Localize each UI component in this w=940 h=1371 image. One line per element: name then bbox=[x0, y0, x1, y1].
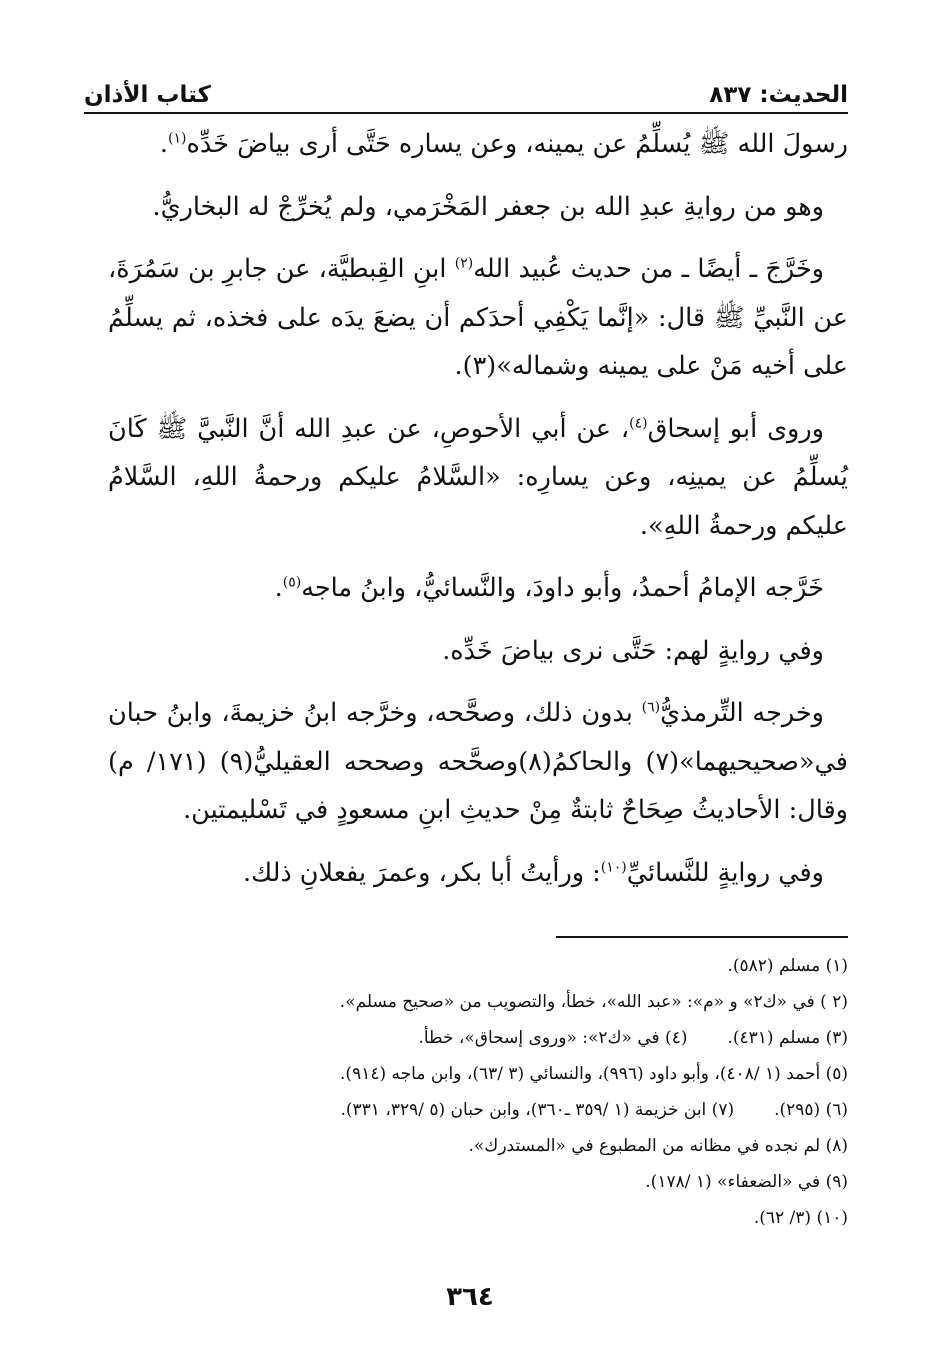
footnotes bbox=[108, 948, 848, 1236]
footnote: (٨) لم نجده في مظانه من المطبوع في «المستدرك». bbox=[468, 1136, 848, 1156]
footnote-ref: (٥) bbox=[282, 574, 302, 591]
paragraph: وخرجه التِّرمذيُّ$^{(٦)}$ بدون ذلك، وصحَّحه، وخرَّجه ابنُ خزيمةَ، وابنُ حبان في«صحيحيهما»(٧) والحاكمُ(٨)وصحَّحه وصححه العقيليُّ(٩) (١٧١/ م) وقال: الأحاديثُ صِحَاحٌ ثابتةٌ مِنْ حديثِ ابنِ مسعودٍ في تَسْليمتين. bbox=[108, 698, 848, 825]
footnote: (٥) أحمد (١ /٤٠٨)، وأبو داود (٩٩٦)، والنسائي (٣ /٦٣)، وابن ماجه (٩١٤). bbox=[340, 1064, 848, 1084]
footnote: (٣) مسلم (٤٣١).(٤) في «ك٢»: «وروى إسحاق»، خطأ. bbox=[418, 1028, 848, 1048]
footnote-ref: (١) bbox=[168, 130, 187, 147]
book-title-header: كتاب الأذان bbox=[84, 82, 211, 108]
paragraph: وفي روايةٍ للنَّسائيِّ$^{(١٠)}$: ورأيتُ أبا بكر، وعمرَ يفعلانِ ذلك. bbox=[242, 857, 824, 888]
footnote: (٦) (٢٩٥).(٧) ابن خزيمة (١ /٣٥٩ ـ٣٦٠)، وابن حبان (٥ /٣٢٩، ٣٣١). bbox=[340, 1100, 848, 1120]
paragraph: وهو من روايةِ عبدِ الله بن جعفر المَخْرَمي، ولم يُخرِّجْ له البخاريُّ. bbox=[152, 191, 824, 222]
paragraph: وخَرَّجَ ـ أيضًا ـ من حديث عُبيد الله$^{(٢)}$ ابنِ القِبطيَّة، عن جابرِ بن سَمُرَةَ، عن النَّبيِّ ﷺ قال: «إنَّما يَكْفِي أحدَكم أن يضعَ يدَه على فخذه، ثم يسلِّمُ على أخيه مَنْ على يمينه وشماله»(٣). bbox=[108, 254, 848, 381]
hadith-number-header: الحديث: ٨٣٧ bbox=[709, 82, 848, 108]
footnote-ref: (٢) bbox=[454, 255, 474, 272]
footnote-ref: (٦) bbox=[641, 699, 661, 716]
footnote: (٢ ) في «ك٢» و «م»: «عبد الله»، خطأ، والتصويب من «صحيح مسلم». bbox=[339, 992, 848, 1012]
footnote: (١٠) (٣/ ٦٢). bbox=[753, 1208, 848, 1228]
running-header bbox=[84, 72, 848, 108]
paragraph: وفي روايةٍ لهم: حَتَّى نرى بياضَ خَدِّه. bbox=[442, 635, 824, 666]
footnote: (١) مسلم (٥٨٢). bbox=[727, 956, 848, 976]
footnote-ref: (١٠) bbox=[600, 859, 627, 875]
footnote: (٩) في «الضعفاء» (١ /١٧٨). bbox=[645, 1172, 848, 1192]
paragraph: خَرَّجه الإمامُ أحمدُ، وأبو داودَ، والنَّسائيُّ، وابنُ ماجه$^{(٥)}$. bbox=[274, 573, 824, 603]
paragraph: رسولَ الله ﷺ يُسلِّمُ عن يمينه، وعن يساره حَتَّى أرى بياضَ خَدِّه$^{(١)}$. bbox=[159, 129, 848, 159]
page-number: ٣٦٤ bbox=[446, 1282, 494, 1312]
main-text bbox=[108, 120, 848, 911]
header-divider bbox=[84, 112, 848, 114]
footnote-ref: (٤) bbox=[629, 415, 648, 431]
paragraph: وروى أبو إسحاق$^{(٤)}$، عن أبي الأحوصِ، عن عبدِ الله أنَّ النَّبيَّ ﷺ كَانَ يُسلِّمُ عن يمينِه، وعن يسارِه: «السَّلامُ عليكم ورحمةُ اللهِ، السَّلامُ عليكم ورحمةُ اللهِ». bbox=[108, 413, 848, 541]
footnote-divider bbox=[556, 936, 848, 938]
